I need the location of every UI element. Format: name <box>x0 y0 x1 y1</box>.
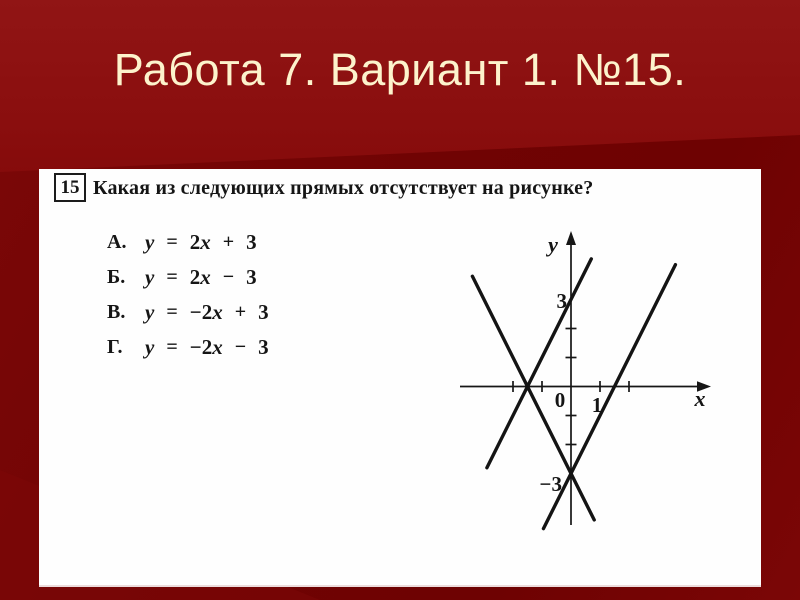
graph-lines <box>472 259 675 529</box>
option-row-g <box>107 330 269 365</box>
formula-var-y: y <box>145 265 155 289</box>
formula-operator: + <box>234 301 247 323</box>
formula-coef: −2 <box>189 300 213 324</box>
formula-operator: + <box>222 231 235 253</box>
formula-equals: = <box>166 231 178 253</box>
plotted-line <box>487 259 591 468</box>
formula-var-x: x <box>200 265 211 289</box>
formula-const: 3 <box>258 335 269 359</box>
y-axis-arrow-icon <box>566 231 576 245</box>
formula-equals: = <box>166 336 178 358</box>
formula-equals: = <box>166 301 178 323</box>
formula-equals: = <box>166 266 178 288</box>
y-tick-label-neg3: −3 <box>539 472 562 496</box>
formula-operator: − <box>222 266 235 288</box>
problem-number-box <box>54 173 86 202</box>
x-axis-label: x <box>694 386 706 411</box>
option-label: Г. <box>107 336 123 358</box>
y-axis-label: y <box>548 232 558 257</box>
formula-var-y: y <box>145 335 155 359</box>
problem-number: 15 <box>60 176 80 198</box>
formula-var-x: x <box>200 230 211 254</box>
option-label: В. <box>107 301 126 323</box>
option-label: Б. <box>107 266 126 288</box>
formula-var-x: x <box>212 335 223 359</box>
option-row-v <box>107 295 269 330</box>
plotted-line <box>472 276 594 520</box>
options-list <box>107 225 269 365</box>
formula-coef: −2 <box>189 335 213 359</box>
formula-var-y: y <box>145 230 155 254</box>
formula-coef: 2 <box>189 230 201 254</box>
x-axis <box>460 381 711 392</box>
formula-operator: − <box>234 336 247 358</box>
formula-var-y: y <box>145 300 155 324</box>
problem-panel <box>39 169 761 587</box>
formula-const: 3 <box>258 300 269 324</box>
y-tick-label-3: 3 <box>556 289 567 313</box>
formula-const: 3 <box>246 265 257 289</box>
slide-title: Работа 7. Вариант 1. №15. <box>113 44 687 95</box>
x-tick-label-1: 1 <box>591 393 603 417</box>
formula-coef: 2 <box>189 265 201 289</box>
option-label: А. <box>107 231 127 253</box>
coordinate-graph <box>420 225 740 555</box>
origin-label: 0 <box>554 388 566 412</box>
option-row-a <box>107 225 269 260</box>
question-text: Какая из следующих прямых отсутствует на рисунке? <box>93 177 594 199</box>
formula-var-x: x <box>212 300 223 324</box>
formula-const: 3 <box>246 230 257 254</box>
option-row-b <box>107 260 269 295</box>
